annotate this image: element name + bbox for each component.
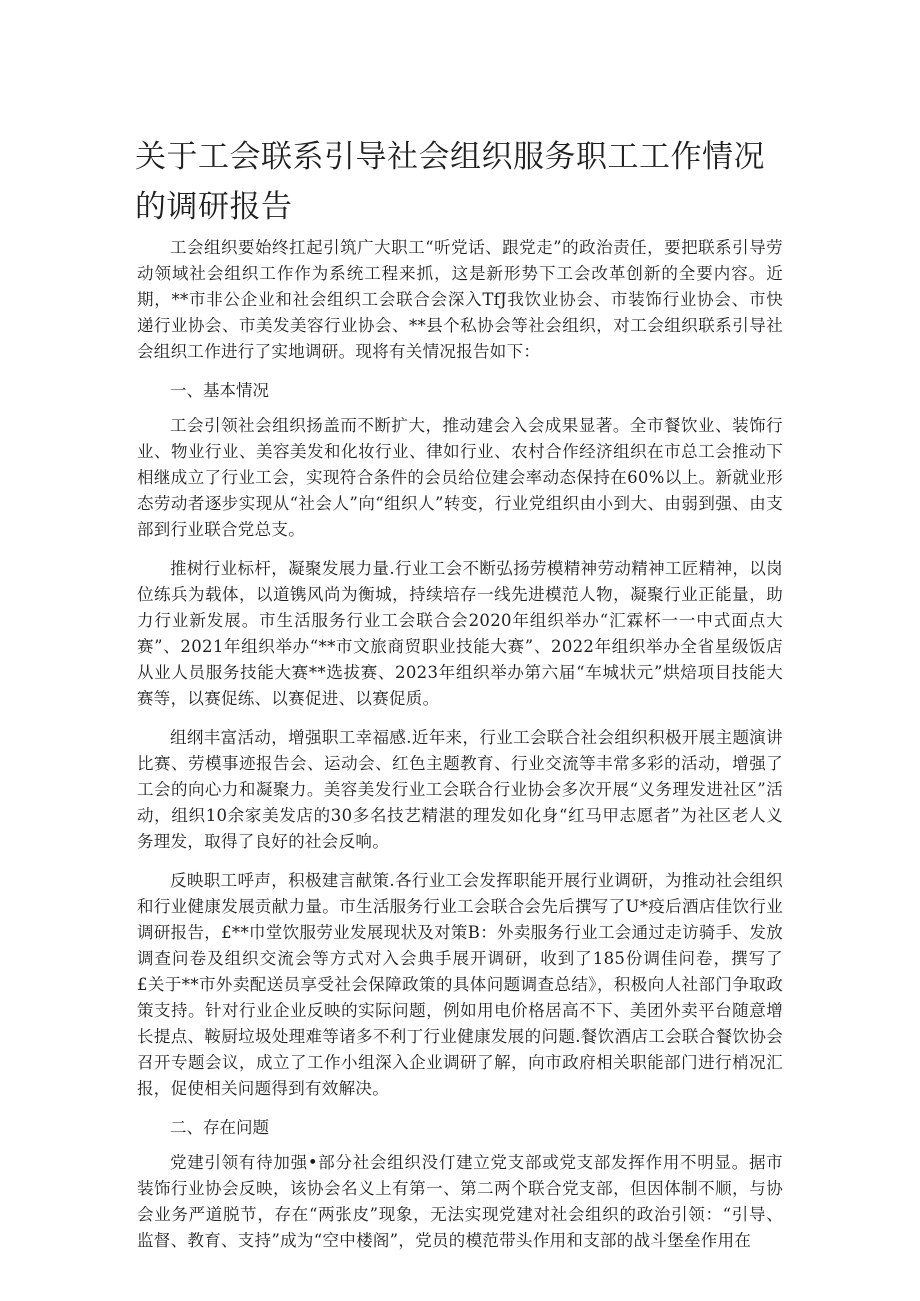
document-title: 关于工会联系引导社会组织服务职工工作情况的调研报告	[135, 139, 765, 225]
body-paragraph: 党建引领有待加强•部分社会组织没仃建立党支部或党支部发挥作用不明显。据市装饰行业协会反映，该协会名义上有第一、第二两个联合党支部，但因体制不顺，与协会业务严道脱节，存在“两张皮”现象，无法实现党建对社会组织的政治引领：“引导、监督、教育、支持”成为“空中楼阁”，党员的模范带头作用和支部的战斗堡垒作用在	[137, 1153, 783, 1250]
body-paragraph: 工会引领社会组织扬盖而不断扩大，推动建会入会成果显著。全市餐饮业、装饰行业、物业行业、美容美发和化妆行业、律如行业、农村合作经济组织在市总工会推动下相继成立了行业工会，实现符合条件的会员给位建会率动态保持在60%以上。新就业形态劳动者逐步实现从“社会人”向“组织人”转变，行业党组织由小到大、由弱到强、由支部到行业联合党总支。	[137, 416, 783, 539]
body-paragraph: 推树行业标杆，凝聚发展力量.行业工会不断弘扬劳模精神劳动精神工匠精神，以岗位练兵为载体，以道镌风尚为衡城，持续培存一线先进模范人物，凝聚行业正能量，助力行业新发展。市生活服务行业工会联合会2020年组织举办“汇霖杯一一中式面点大赛”、2021年组织举办“**市文旅商贸职业技能大赛”、2022年组织举办全省星级饭店从业人员服务技能大赛**选拔赛、2023年组织举办第六届“车城状元”烘焙项目技能大赛等，以赛促练、以赛促进、以赛促质。	[137, 559, 783, 708]
body-paragraph: 组纲丰富活动，增强职工幸福感.近年来，行业工会联合社会组织积极开展主题演讲比赛、劳模事迹报告会、运动会、红色主题教育、行业交流等丰常多彩的活动，增强了工会的向心力和凝聚力。美容美发行业工会联合行业协会多次开展“义务理发进社区”活动，组织10余家美发店的30多名技艺精湛的理发如化身“红马甲志愿者”为社区老人义务理发，取得了良好的社会反响。	[137, 728, 783, 851]
section-heading-problems: 二、存在问题	[170, 1118, 269, 1137]
section-heading-basic: 一、基本情况	[170, 381, 269, 400]
intro-paragraph: 工会组织要始终扛起引筑广大职工“听党话、跟党走”的政治责任，要把联系引导劳动领域社会组织工作作为系统工程来抓，这是新形势下工会改革创新的全要内容。近期，**市非公企业和社会组织工会联合会深入TfJ我饮业协会、市装饰行业协会、市快递行业协会、市美发美容行业协会、**县个私协会等社会组织，对工会组织联系引导社会组织工作进行了实地调研。现将有关情况报告如下：	[137, 238, 783, 361]
body-paragraph: 反映职工呼声，积极建言献策.各行业工会发挥职能开展行业调研，为推动社会组织和行业健康发展贡献力量。市生活服务行业工会联合会先后撰写了U*疫后酒店佳饮行业调研报告，£**巾堂饮服劳业发展现状及对策B：外卖服务行业工会通过走访骑手、发放调查问卷及组织交流会等方式对入会典手展开调研，收到了185份调佳问卷，撰写了£关于**市外卖配送员享受社会保障政策的具体问题调查总结》，积极向人社部门争取政策支持。针对行业企业反映的实际问题，例如用电价格居高不下、美团外卖平台随意增长提点、鞍厨垃圾处理难等诸多不利丁行业健康发展的问题.餐饮酒店工会联合餐饮协会召开专题会议，成立了工作小组深入企业调研了解，向市政府相关职能部门进行梢况汇报，促使相关问题得到有效解决。	[137, 871, 783, 1098]
document-body	[137, 235, 783, 1267]
